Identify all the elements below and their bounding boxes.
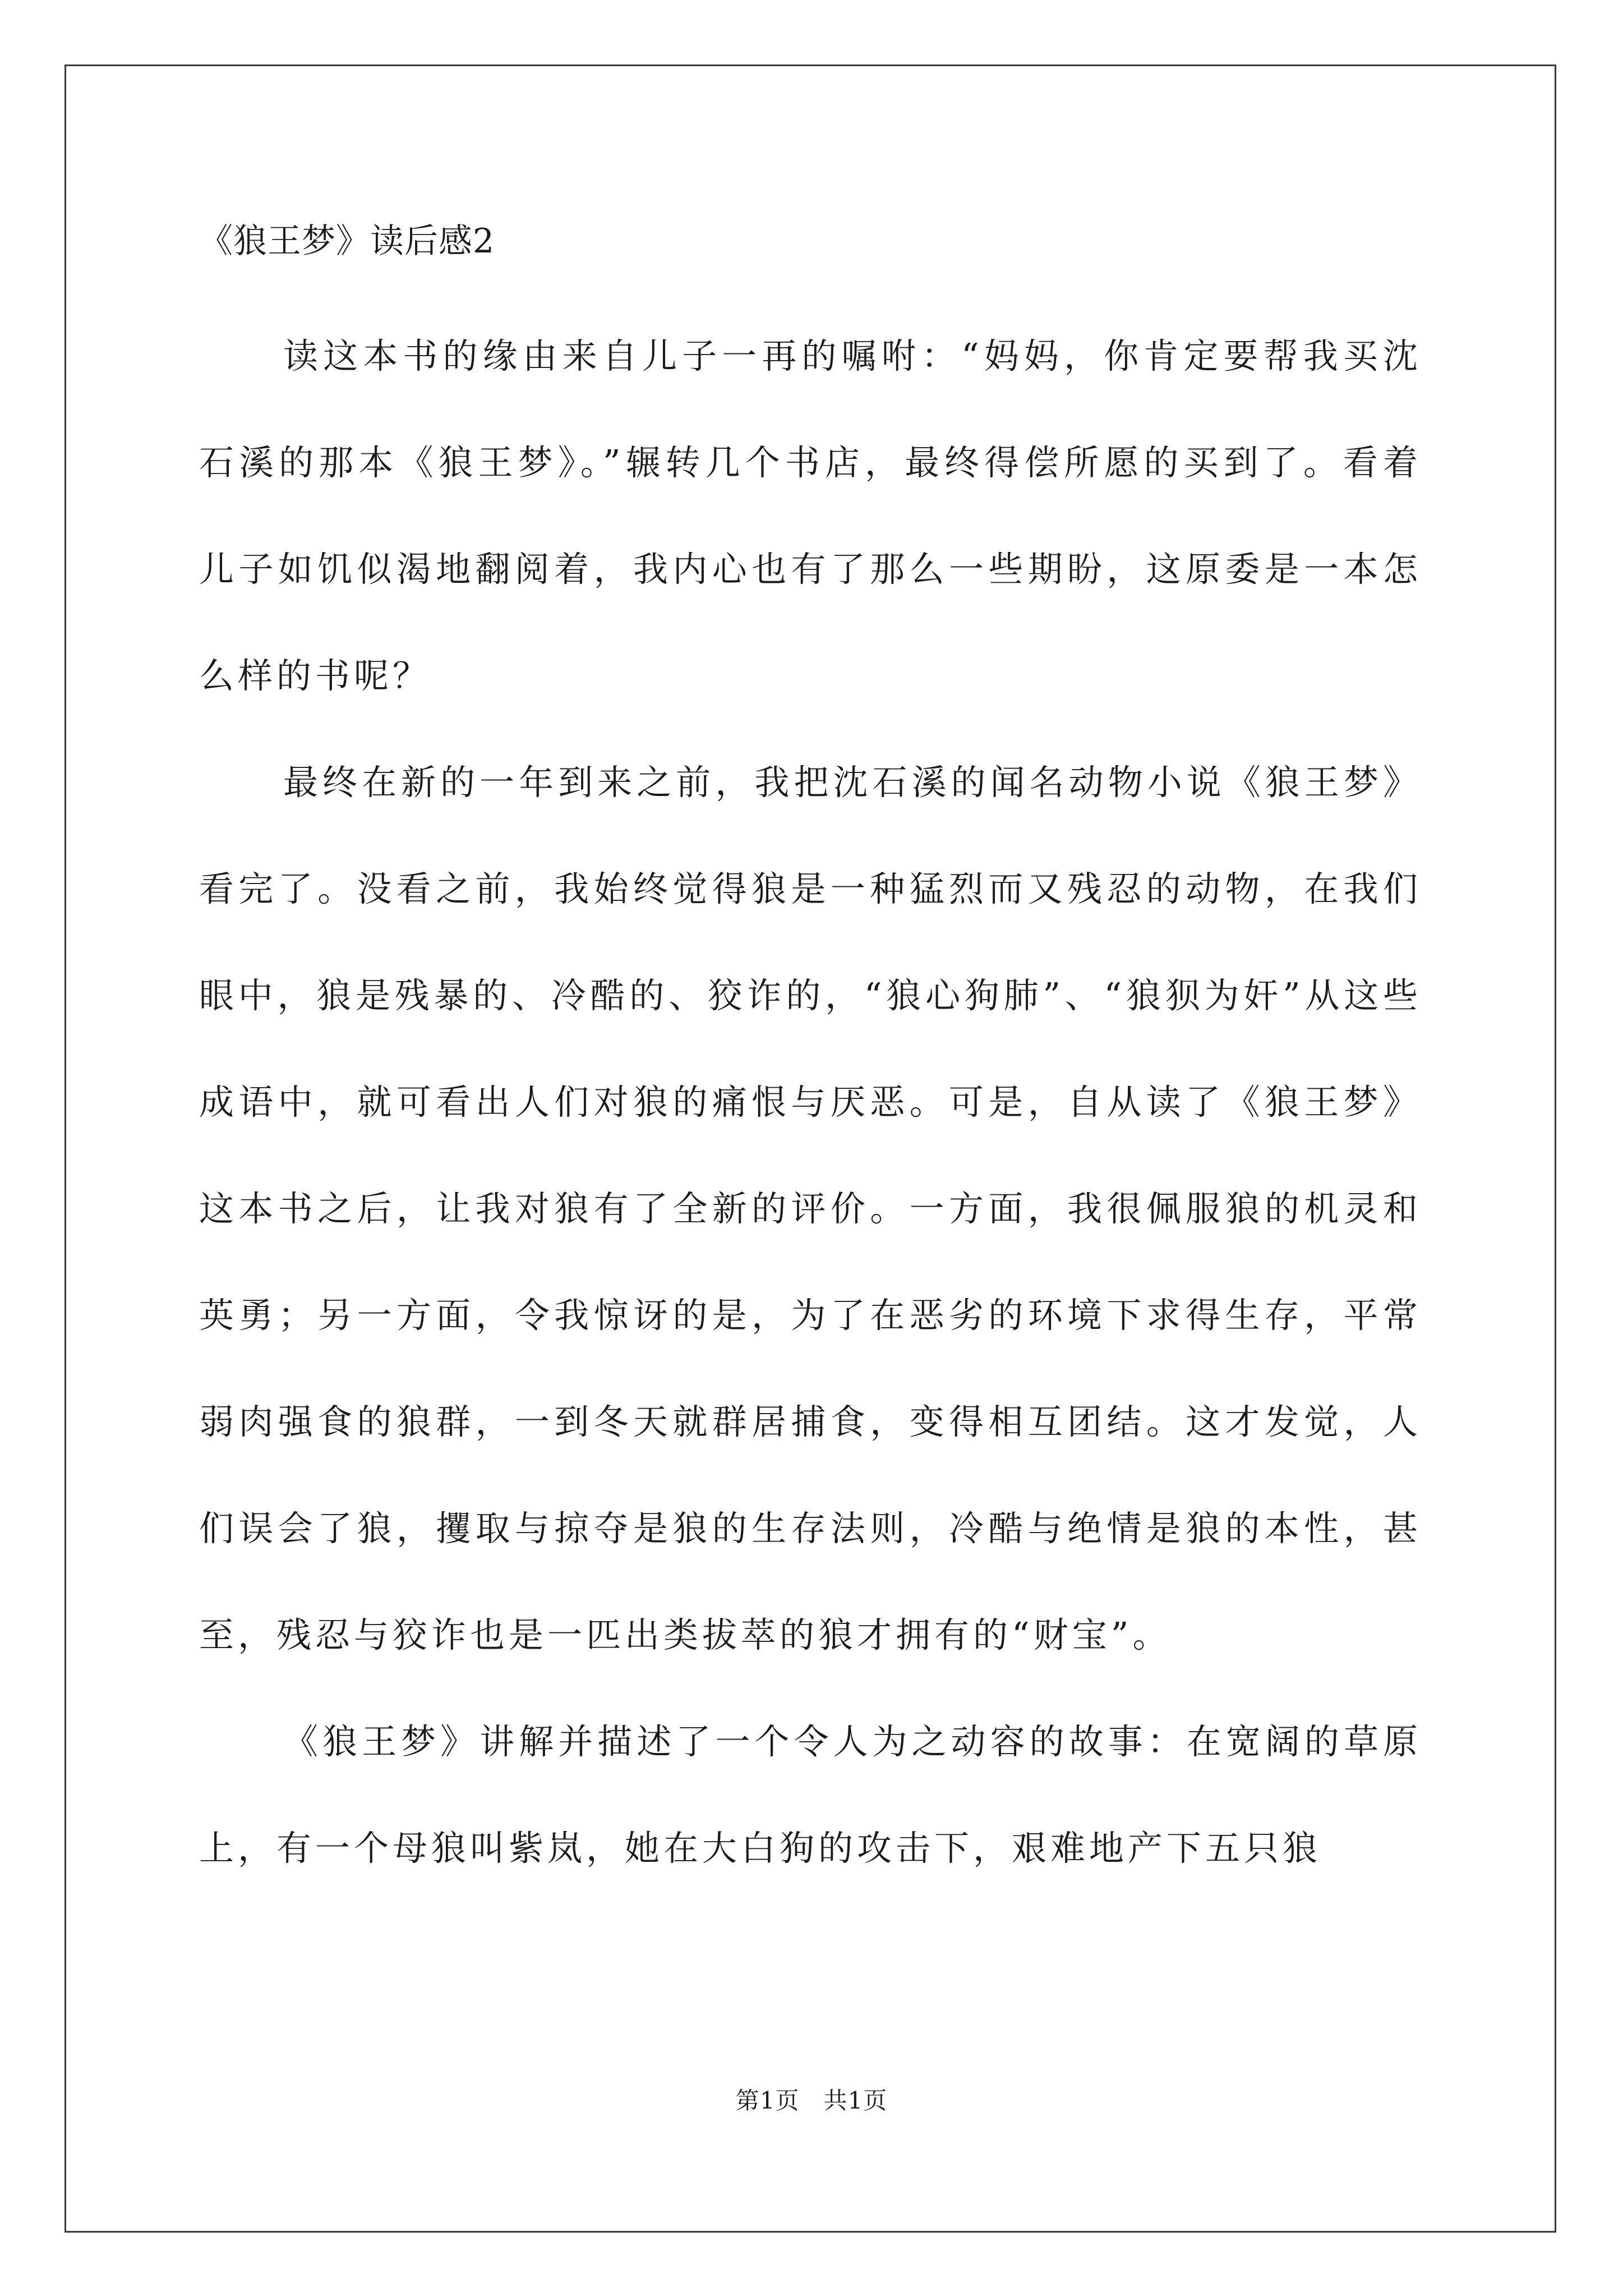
paragraph-2: 最终在新的一年到来之前，我把沈石溪的闻名动物小说《狼王梦》看完了。没看之前，我始终觉得狼是一种猛烈而又残忍的动物，在我们眼中，狼是残暴的、冷酷的、狡诈的，“狼心狗肺”、“狼狈为奸”从这些成语中，就可看出人们对狼的痛恨与厌恶。可是，自从读了《狼王梦》这本书之后，让我对狼有了全新的评价。一方面，我很佩服狼的机灵和英勇；另一方面，令我惊讶的是，为了在恶劣的环境下求得生存，平常弱肉强食的狼群，一到冬天就群居捕食，变得相互团结。这才发觉，人们误会了狼，攫取与掠夺是狼的生存法则，冷酷与绝情是狼的本性，甚至，残忍与狡诈也是一匹出类拔萃的狼才拥有的“财宝”。 <box>199 762 1422 1655</box>
paragraph-3: 《狼王梦》讲解并描述了一个令人为之动容的故事：在宽阔的草原上，有一个母狼叫紫岚，她在大白狗的攻击下，艰难地产下五只狼 <box>199 1721 1422 1869</box>
document-body <box>199 219 1422 1902</box>
paragraph-1: 读这本书的缘由来自儿子一再的嘱咐：“妈妈，你肯定要帮我买沈石溪的那本《狼王梦》。”辗转几个书店，最终得偿所愿的买到了。看着儿子如饥似渴地翻阅着，我内心也有了那么一些期盼，这原委是一本怎么样的书呢？ <box>199 335 1422 696</box>
document-title: 《狼王梦》读后感2 <box>199 222 495 261</box>
page-number-footer: 第1页 共1页 <box>735 2087 888 2114</box>
